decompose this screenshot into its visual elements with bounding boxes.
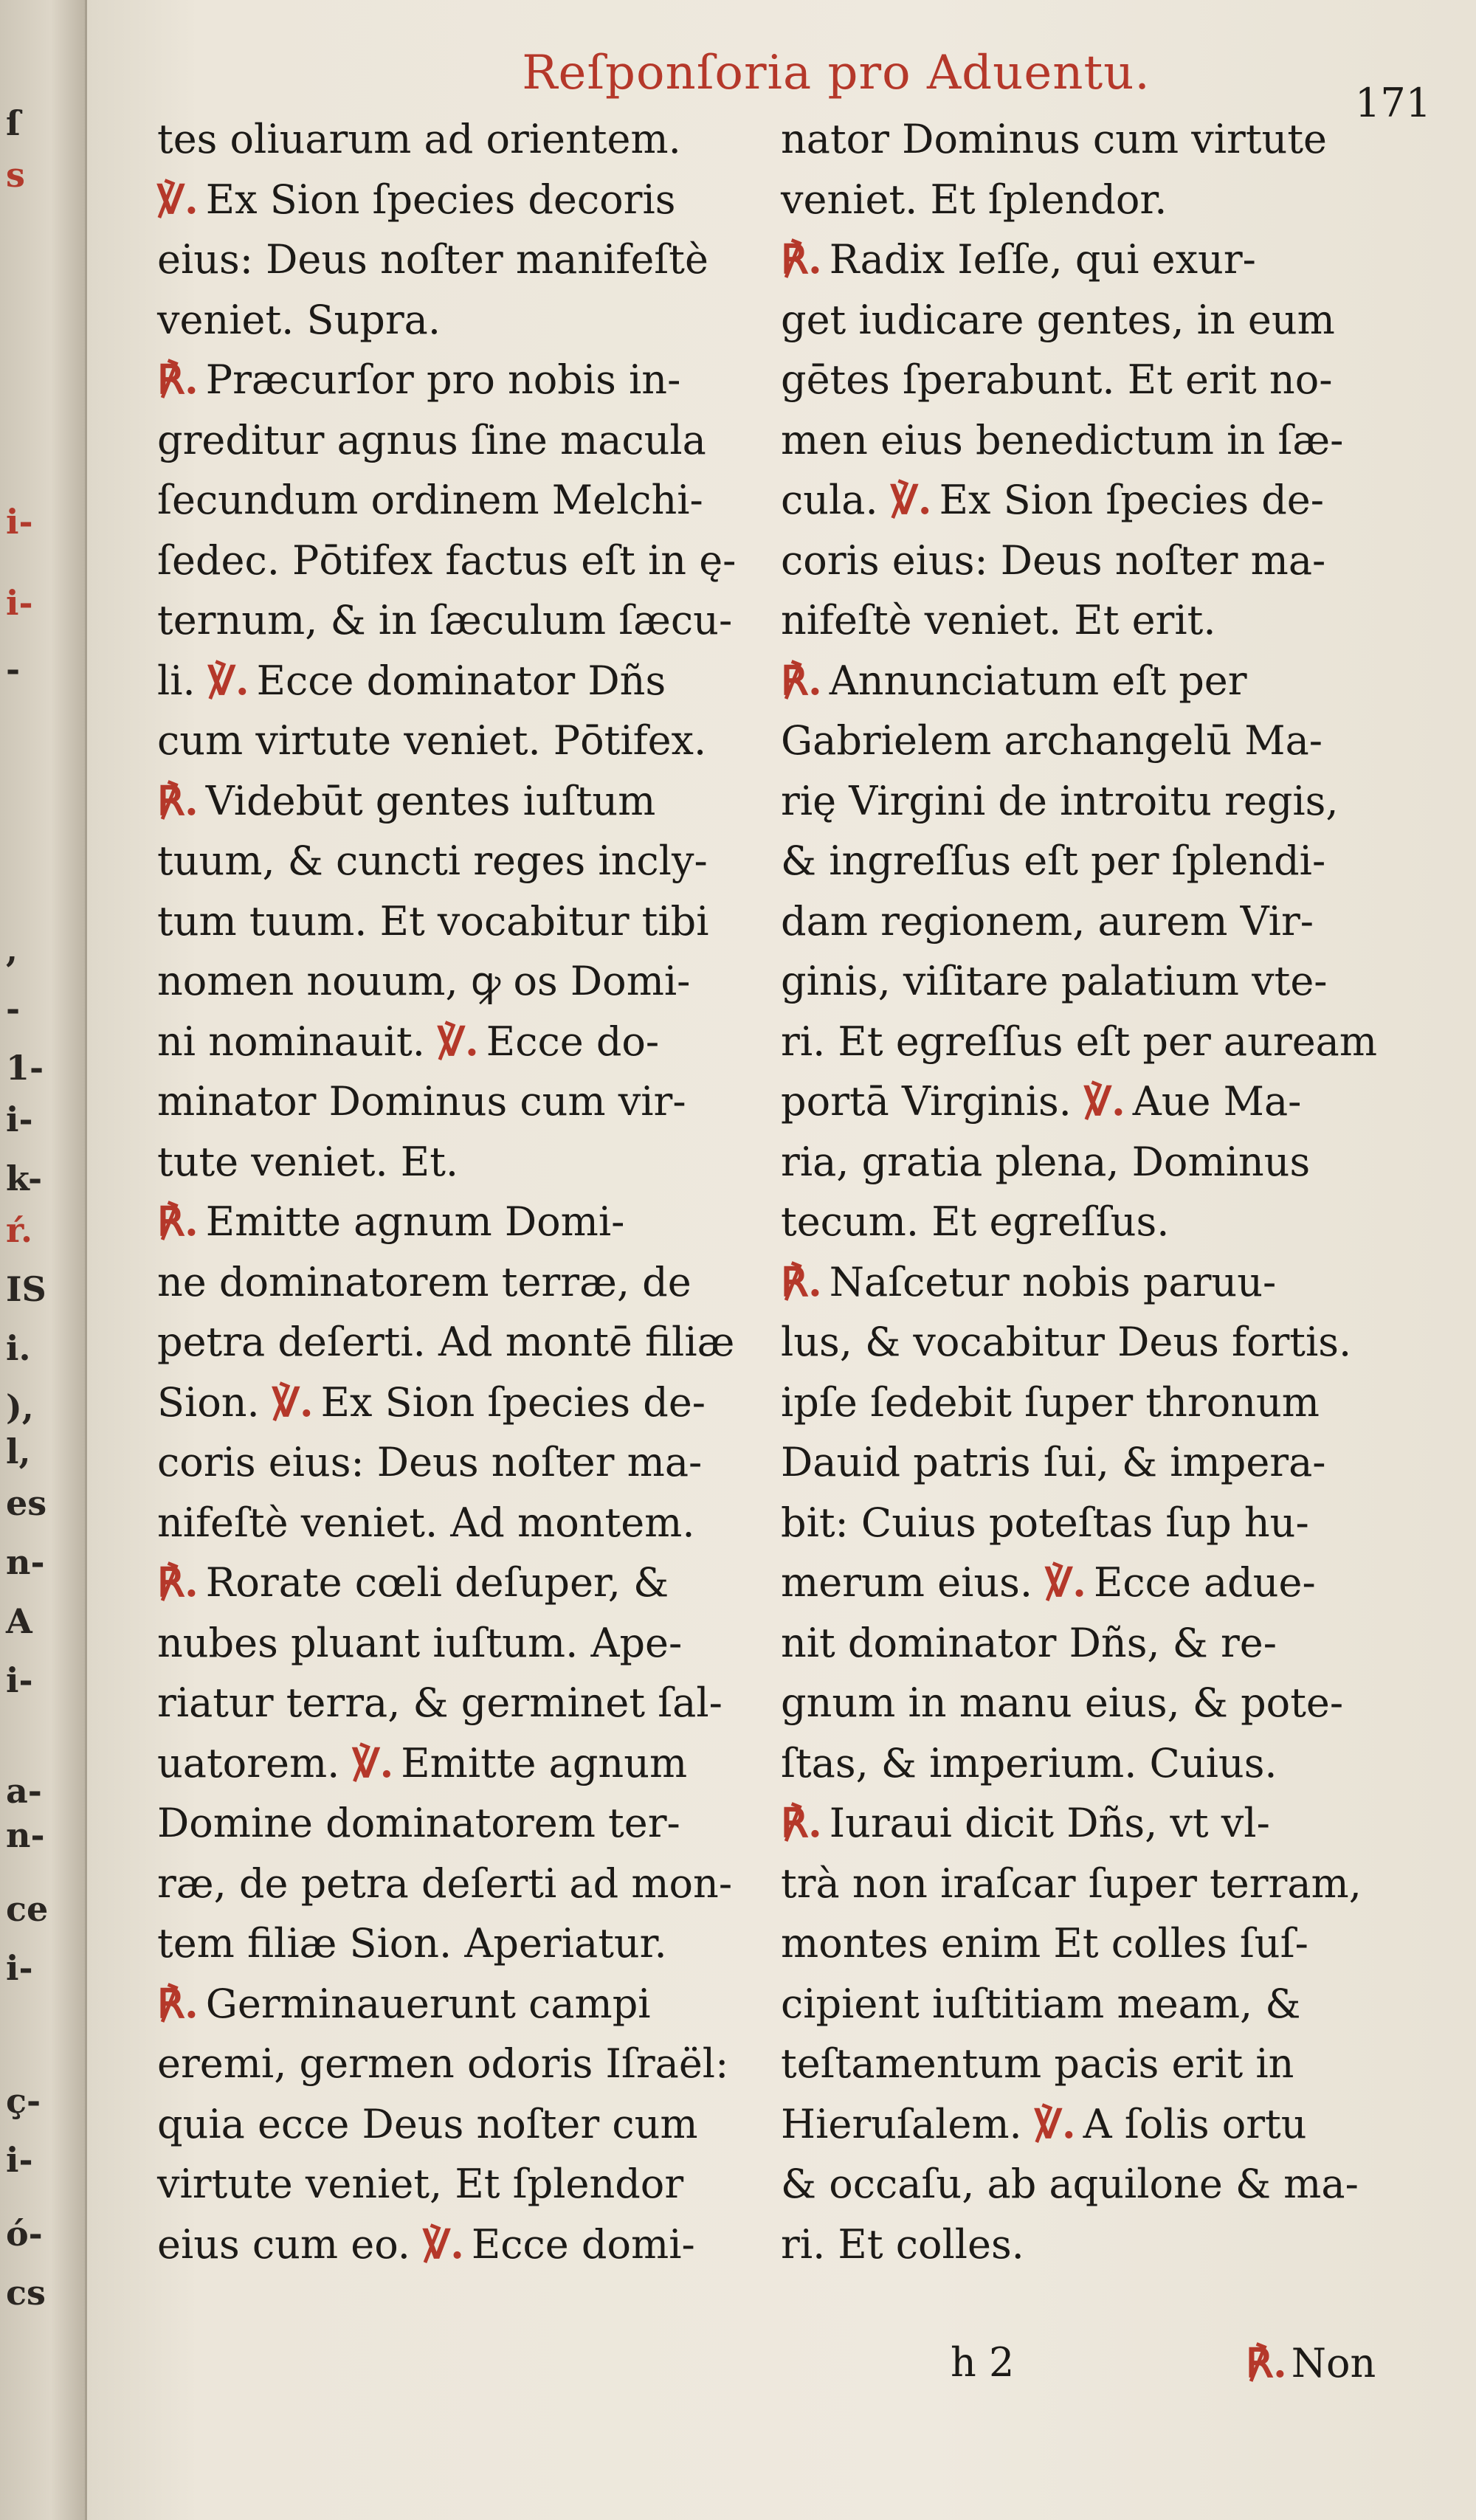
text-line [157, 1192, 759, 1252]
text-line [781, 1493, 1382, 1553]
rubric-mark: ℟. [781, 1799, 822, 1846]
line-text: Ex Sion ſpecies de- [320, 1378, 706, 1426]
text-line [157, 831, 759, 891]
line-text: portā Virginis. [781, 1078, 1072, 1125]
line-text: Ecce dominator Dñs [256, 657, 666, 704]
line-text: Emitte agnum [401, 1739, 688, 1787]
gutter-fragment: i. [6, 1328, 31, 1368]
rubric-mark: ℣. [352, 1739, 394, 1787]
text-line [781, 350, 1382, 410]
text-line [781, 771, 1382, 832]
line-text: virtute veniet, Et ſplendor [157, 2161, 684, 2207]
text-line [781, 470, 1382, 531]
line-text: gnum in manu eius, & pote- [781, 1680, 1344, 1726]
text-line [157, 1012, 759, 1072]
line-text: teſtamentum pacis erit in [781, 2040, 1294, 2087]
line-text: ri. Et egreſſus eſt per auream [781, 1018, 1378, 1065]
line-text: eius: Deus noſter manifeſtè [157, 236, 708, 283]
text-line [157, 1373, 759, 1433]
line-text: men eius benedictum in ſæ- [781, 416, 1344, 463]
text-line [157, 1854, 759, 1914]
text-line [781, 1733, 1382, 1794]
line-text: ria, gratia plena, Dominus [781, 1138, 1311, 1185]
running-head: Reſponſoria pro Aduentu. [522, 46, 1151, 100]
line-text: Annunciatum eſt per [829, 657, 1247, 704]
text-line [781, 1673, 1382, 1733]
gutter-fragment: ç- [6, 2081, 41, 2121]
text-line [781, 1071, 1382, 1132]
line-text: nit dominator Dñs, & re- [781, 1619, 1277, 1666]
gutter-fragment: i- [6, 1948, 33, 1988]
rubric-mark: ℣. [207, 656, 249, 704]
text-line [781, 831, 1382, 891]
left-column [157, 109, 759, 2323]
text-line [781, 109, 1382, 170]
rubric-mark: ℣. [272, 1378, 314, 1426]
line-text: cum virtute veniet. Pōtifex. [157, 717, 707, 764]
line-text: ni nominauit. [157, 1018, 425, 1065]
line-text: ipſe ſedebit ſuper thronum [781, 1378, 1320, 1426]
line-text: coris eius: Deus noſter ma- [781, 536, 1326, 584]
gutter-fragment: n- [6, 1815, 45, 1855]
rubric-mark: ℟. [781, 1257, 822, 1305]
text-line [157, 1673, 759, 1733]
line-text: Ex Sion ſpecies decoris [205, 176, 676, 223]
text-line [157, 1974, 759, 2034]
line-text: nubes pluant iuſtum. Ape- [157, 1619, 683, 1666]
text-line [781, 229, 1382, 290]
text-line [157, 410, 759, 471]
text-line [157, 470, 759, 531]
line-text: tem filiæ Sion. Aperiatur. [157, 1920, 667, 1967]
line-text: & occaſu, ab aquilone & ma- [781, 2161, 1359, 2207]
rubric-mark: ℟. [157, 776, 199, 824]
gutter-fragment: , [6, 930, 18, 970]
line-text: ternum, & in ſæculum ſæcu- [157, 597, 733, 643]
text-line [781, 170, 1382, 230]
text-line [157, 1312, 759, 1373]
text-line [157, 2154, 759, 2215]
line-text: ſecundum ordinem Melchi- [157, 477, 703, 523]
line-text: trà non iraſcar ſuper terram, [781, 1860, 1362, 1907]
line-text: riatur terra, & germinet ſal- [157, 1680, 723, 1726]
line-text: tecum. Et egreſſus. [781, 1198, 1170, 1245]
text-line [781, 1192, 1382, 1252]
gutter-fragment: ŕ. [6, 1210, 33, 1250]
text-line [157, 891, 759, 952]
line-text: merum eius. [781, 1559, 1033, 1606]
gutter-fragment: s [6, 155, 25, 195]
text-line [157, 1252, 759, 1313]
rubric-mark: ℣. [1045, 1558, 1086, 1606]
text-line [157, 1493, 759, 1553]
text-line [157, 1733, 759, 1794]
line-text: greditur agnus ſine macula [157, 416, 706, 463]
line-text: veniet. Supra. [157, 296, 441, 343]
gutter-fragment: i- [6, 583, 33, 623]
line-text: bit: Cuius poteſtas ſup hu- [781, 1499, 1309, 1546]
rubric-mark: ℣. [1034, 2099, 1076, 2147]
text-line [157, 711, 759, 771]
text-line [157, 1132, 759, 1192]
text-line [781, 1252, 1382, 1313]
line-text: Iuraui dicit Dñs, vt vl- [829, 1800, 1270, 1846]
text-line [157, 1071, 759, 1132]
line-text: ginis, viſitare palatium vte- [781, 958, 1328, 1004]
line-text: A ſolis ortu [1083, 2100, 1307, 2147]
line-text: Hieruſalem. [781, 2100, 1022, 2147]
gutter-fragment: k- [6, 1159, 43, 1198]
right-column [781, 109, 1382, 2323]
gutter-fragment: A [6, 1601, 32, 1641]
catchword-rubric: ℟. [1246, 2339, 1287, 2386]
line-text: Gabrielem archangelū Ma- [781, 717, 1323, 764]
line-text: nomen nouum, ꝙ os Domi- [157, 958, 691, 1004]
gutter-fragment: ſ [6, 103, 21, 143]
line-text: Radix Ieſſe, qui exur- [829, 236, 1256, 283]
line-text: Videbūt gentes iuſtum [205, 777, 656, 824]
rubric-mark: ℟. [157, 356, 199, 403]
text-line [781, 1793, 1382, 1854]
line-text: eius cum eo. [157, 2220, 410, 2268]
text-line [781, 1012, 1382, 1072]
line-text: Rorate cœli deſuper, & [205, 1559, 669, 1606]
book-page [87, 0, 1476, 2520]
gutter-fragment: - [6, 649, 21, 689]
rubric-mark: ℣. [1084, 1077, 1125, 1125]
line-text: Ecce adue- [1093, 1559, 1316, 1606]
line-text: get iudicare gentes, in eum [781, 296, 1335, 343]
text-line [781, 1432, 1382, 1493]
text-line [781, 1613, 1382, 1674]
text-line [157, 229, 759, 290]
text-line [157, 290, 759, 351]
gutter-fragment: a- [6, 1771, 42, 1811]
text-line [157, 350, 759, 410]
text-line [157, 590, 759, 651]
text-line [781, 1854, 1382, 1914]
text-line [157, 1432, 759, 1493]
line-text: Sion. [157, 1378, 260, 1426]
line-text: gētes ſperabunt. Et erit no- [781, 356, 1333, 403]
text-line [781, 1132, 1382, 1192]
gutter-fragment: ce [6, 1889, 49, 1929]
rubric-mark: ℟. [157, 1979, 199, 2027]
folio-number: 171 [1355, 80, 1432, 126]
rubric-mark: ℟. [157, 1558, 199, 1606]
text-line [157, 1913, 759, 1974]
text-line [157, 771, 759, 832]
line-text: minator Dominus cum vir- [157, 1078, 686, 1125]
text-line [157, 2215, 759, 2275]
text-line [781, 1373, 1382, 1433]
gutter-fragment: IS [6, 1269, 46, 1309]
line-text: nifeſtè veniet. Et erit. [781, 597, 1216, 643]
facing-page-gutter [0, 0, 87, 2520]
rubric-mark: ℟. [781, 235, 822, 283]
line-text: Dauid patris ſui, & impera- [781, 1439, 1326, 1485]
catchword-text: Non [1291, 2340, 1376, 2386]
line-text: petra deſerti. Ad montē filiæ [157, 1319, 735, 1365]
gutter-fragment: i- [6, 2140, 33, 2180]
text-line [781, 2034, 1382, 2094]
line-text: ne dominatorem terræ, de [157, 1258, 692, 1305]
gutter-fragment: 1- [6, 1048, 44, 1088]
line-text: tuum, & cuncti reges incly- [157, 838, 708, 884]
text-line [157, 651, 759, 711]
line-text: Ecce do- [486, 1018, 660, 1065]
line-text: tum tuum. Et vocabitur tibi [157, 897, 709, 945]
line-text: coris eius: Deus noſter ma- [157, 1439, 703, 1485]
rubric-mark: ℟. [157, 1198, 199, 1245]
gutter-fragment: cs [6, 2273, 46, 2313]
text-line [781, 1913, 1382, 1974]
line-text: ri. Et colles. [781, 2220, 1024, 2268]
line-text: uatorem. [157, 1739, 340, 1787]
text-line [781, 2154, 1382, 2215]
rubric-mark: ℟. [781, 656, 822, 704]
line-text: li. [157, 657, 196, 704]
text-line [781, 590, 1382, 651]
rubric-mark: ℣. [157, 175, 199, 223]
line-text: nifeſtè veniet. Ad montem. [157, 1499, 695, 1546]
line-text: ſedec. Pōtifex factus eſt in ę- [157, 536, 737, 584]
line-text: Domine dominatorem ter- [157, 1800, 680, 1846]
gutter-fragment: es [6, 1483, 47, 1523]
line-text: tes oliuarum ad orientem. [157, 116, 681, 162]
text-line [781, 1553, 1382, 1613]
line-text: dam regionem, aurem Vir- [781, 897, 1314, 945]
line-text: Ecce domi- [471, 2220, 695, 2268]
line-text: Aue Ma- [1132, 1078, 1302, 1125]
gutter-fragment: i- [6, 502, 33, 542]
line-text: tute veniet. Et. [157, 1138, 459, 1185]
rubric-mark: ℣. [438, 1017, 479, 1065]
line-text: quia ecce Deus noſter cum [157, 2100, 698, 2147]
gutter-fragment: - [6, 989, 21, 1029]
text-line [157, 170, 759, 230]
line-text: Emitte agnum Domi- [205, 1198, 625, 1245]
line-text: cipient iuſtitiam meam, & [781, 1980, 1301, 2027]
line-text: montes enim Et colles ſuſ- [781, 1920, 1308, 1967]
text-line [781, 1312, 1382, 1373]
line-text: & ingreſſus eſt per ſplendi- [781, 838, 1326, 884]
text-line [781, 711, 1382, 771]
text-line [781, 891, 1382, 952]
text-line [781, 2215, 1382, 2275]
catchword [1246, 2339, 1376, 2386]
line-text: cula. [781, 477, 878, 523]
line-text: Præcurſor pro nobis in- [205, 356, 681, 403]
text-line [157, 531, 759, 591]
text-line [157, 951, 759, 1012]
text-line [781, 951, 1382, 1012]
line-text: Germinauerunt campi [205, 1980, 651, 2027]
text-line [781, 651, 1382, 711]
text-line [157, 2094, 759, 2155]
line-text: nator Dominus cum virtute [781, 116, 1327, 162]
text-line [781, 2094, 1382, 2155]
text-line [157, 2034, 759, 2094]
rubric-mark: ℣. [423, 2220, 464, 2268]
text-line [781, 290, 1382, 351]
line-text: lus, & vocabitur Deus fortis. [781, 1319, 1352, 1365]
text-line [157, 1613, 759, 1674]
gutter-fragment: n- [6, 1542, 45, 1582]
line-text: ſtas, & imperium. Cuius. [781, 1739, 1277, 1787]
text-line [781, 1974, 1382, 2034]
line-text: Naſcetur nobis paruu- [829, 1258, 1277, 1305]
text-line [157, 109, 759, 170]
text-line [157, 1793, 759, 1854]
line-text: eremi, germen odoris Iſraël: [157, 2040, 729, 2087]
signature-mark: h 2 [951, 2339, 1015, 2386]
line-text: Ex Sion ſpecies de- [939, 477, 1324, 523]
text-line [781, 531, 1382, 591]
line-text: veniet. Et ſplendor. [781, 176, 1168, 223]
gutter-fragment: i- [6, 1100, 33, 1139]
line-text: rię Virgini de introitu regis, [781, 777, 1339, 824]
gutter-fragment: ó- [6, 2214, 43, 2254]
rubric-mark: ℣. [890, 476, 932, 523]
text-line [781, 410, 1382, 471]
line-text: ræ, de petra deſerti ad mon- [157, 1860, 733, 1907]
text-line [157, 1553, 759, 1613]
gutter-fragment: l, [6, 1432, 31, 1471]
gutter-fragment: ), [6, 1387, 34, 1427]
gutter-fragment: i- [6, 1660, 33, 1700]
